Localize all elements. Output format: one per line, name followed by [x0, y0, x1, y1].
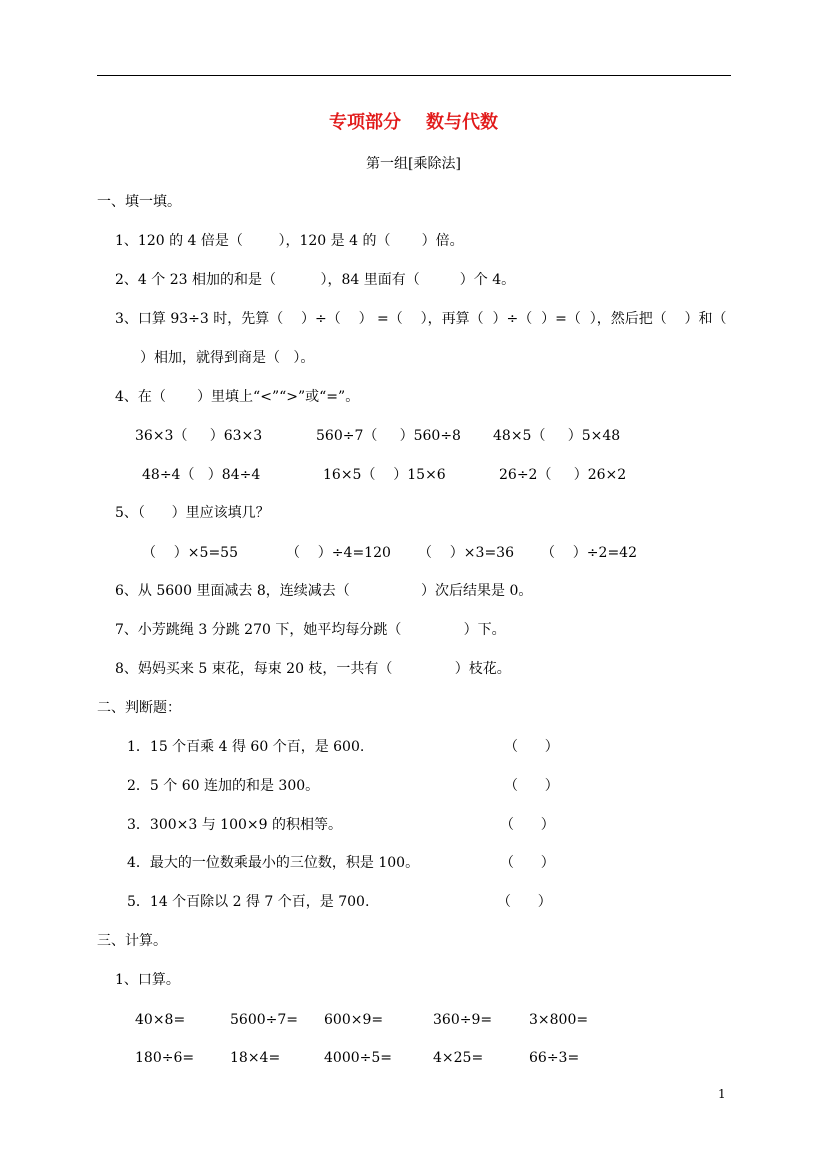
question-1: 1、120 的 4 倍是（ ），120 是 4 的（ ）倍。: [115, 233, 464, 249]
section2-heading: 二、判断题：: [97, 700, 181, 716]
compare-item: 48×5（ ）5×48: [493, 428, 621, 444]
section3-heading: 三、计算。: [97, 933, 167, 949]
judge-item: 5．14 个百除以 2 得 7 个百，是 700.: [127, 894, 370, 910]
page-subtitle: 第一组[乘除法]: [366, 156, 461, 172]
compare-item: 560÷7（ ）560÷8: [316, 428, 461, 444]
judge-blank: （ ）: [497, 894, 552, 910]
calc-item: 18×4=: [230, 1050, 281, 1066]
fill-item: （ ）÷4=120: [286, 545, 391, 561]
question-7: 7、小芳跳绳 3 分跳 270 下，她平均每分跳（ ）下。: [115, 622, 506, 638]
calc-item: 4000÷5=: [324, 1050, 392, 1066]
calc-item: 360÷9=: [433, 1012, 493, 1028]
compare-item: 36×3（ ）63×3: [135, 428, 263, 444]
judge-blank: （ ）: [500, 817, 555, 833]
compare-item: 48÷4（ ）84÷4: [142, 467, 261, 483]
question-3-line1: 3、口算 93÷3 时，先算（ ）÷（ ） =（ ），再算（ ）÷（ ）=（ ），然后把（ ）和（: [115, 311, 727, 327]
calc-item: 600×9=: [324, 1012, 384, 1028]
header-rule: [97, 75, 731, 76]
question-3-line2: ）相加，就得到商是（ ）。: [140, 350, 315, 366]
page-number: 1: [718, 1087, 726, 1101]
section1-heading: 一、填一填。: [97, 194, 181, 210]
judge-item: 4．最大的一位数乘最小的三位数，积是 100。: [127, 855, 420, 871]
calc-item: 66÷3=: [529, 1050, 580, 1066]
calc-item: 180÷6=: [135, 1050, 195, 1066]
compare-item: 16×5（ ）15×6: [323, 467, 446, 483]
section3-subheading: 1、口算。: [115, 972, 180, 988]
question-4: 4、在（ ）里填上“<”“>”或“=”。: [115, 389, 360, 405]
fill-item: （ ）×5=55: [142, 545, 238, 561]
judge-item: 2．5 个 60 连加的和是 300。: [127, 778, 320, 794]
question-2: 2、4 个 23 相加的和是（ ），84 里面有（ ）个 4。: [115, 272, 516, 288]
judge-blank: （ ）: [504, 739, 559, 755]
question-5: 5、（ ）里应该填几？: [115, 505, 270, 521]
judge-item: 3．300×3 与 100×9 的积相等。: [127, 817, 342, 833]
calc-item: 5600÷7=: [230, 1012, 298, 1028]
calc-item: 40×8=: [135, 1012, 186, 1028]
judge-item: 1．15 个百乘 4 得 60 个百，是 600.: [127, 739, 365, 755]
question-6: 6、从 5600 里面减去 8，连续减去（ ）次后结果是 0。: [115, 583, 533, 599]
calc-item: 3×800=: [529, 1012, 589, 1028]
judge-blank: （ ）: [504, 778, 559, 794]
calc-item: 4×25=: [433, 1050, 484, 1066]
fill-item: （ ）×3=36: [418, 545, 514, 561]
judge-blank: （ ）: [500, 855, 555, 871]
question-8: 8、妈妈买来 5 束花，每束 20 枝，一共有（ ）枝花。: [115, 661, 511, 677]
compare-item: 26÷2（ ）26×2: [499, 467, 627, 483]
page-title: 专项部分 数与代数: [328, 112, 499, 133]
fill-item: （ ）÷2=42: [541, 545, 637, 561]
